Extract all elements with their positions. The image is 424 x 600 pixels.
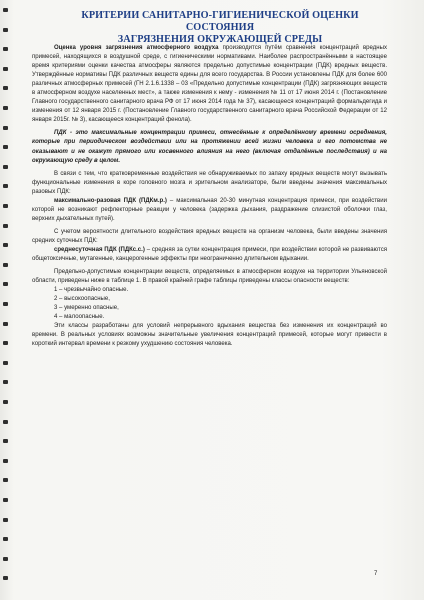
binding-hole <box>3 322 8 326</box>
binding-hole <box>3 576 8 580</box>
title-line-1: КРИТЕРИИ САНИТАРНО-ГИГИЕНИЧЕСКОЙ ОЦЕНКИ СОСТОЯНИЯ <box>81 10 359 33</box>
binding-hole <box>3 341 8 345</box>
pdk-definition: ПДК - это максимальные концентрации примеси, отнесённые к определённому времени осреднения, которые при периодическом воздействии или на протяжении всей жизни человека и его потомства не оказывают и не окажут прямого или косвенного влияния на него (включая отдалённые последствия) и на окружающую среду в целом. <box>32 130 387 164</box>
binding-hole <box>3 47 8 51</box>
term-pdk-mr: максимально-разовая ПДК (ПДКм.р.) <box>54 197 167 204</box>
binding-hole <box>3 8 8 12</box>
title-line-2: ЗАГРЯЗНЕНИЯ ОКРУЖАЮЩЕЙ СРЕДЫ <box>117 34 323 45</box>
term-pdk-ss: среднесуточная ПДК (ПДКс.с.) <box>54 246 145 253</box>
paragraph-pdk-ss <box>32 246 387 264</box>
page-number: 7 <box>374 571 378 577</box>
binding-hole <box>3 243 8 247</box>
definition-pdk-mr: – максимальная 20-30 минутная концентрация примеси, при воздействии которой не возникают рефлекторные реакции у человека (задержка дыхания, раздражение слизистой оболочки глаз, верхних дыхательных путей). <box>32 197 387 222</box>
definition-pdk-ss: – средняя за сутки концентрация примеси, при воздействии которой не развиваются общетоксичные, мутагенные, канцерогенные эффекты при неограниченно длительном вдыхании. <box>32 246 387 263</box>
binding-hole <box>3 498 8 502</box>
binding-hole <box>3 282 8 286</box>
binding-hole <box>3 380 8 384</box>
binding-hole <box>3 106 8 110</box>
binding-hole <box>3 537 8 541</box>
binding-hole <box>3 204 8 208</box>
binding-hole <box>3 263 8 267</box>
paragraph-text: производится путём сравнения концентраций вредных примесей, находящихся в воздушной среде, с гигиеническими нормативами. Наиболее распространёнными в настоящее время критериями оценки качества атмосферы являются предельно допустимые концентрации (ПДК) вредных веществ. Утверждённые нормативы ПДК различных веществ едины для всего государства. В России установлены ПДК для более 600 различных атмосферных примесей (ГН 2.1.6.1338 – 03 «Предельно допустимые концентрации (ПДК) загрязняющих веществ в атмосферном воздухе населенных мест», а также изменения к нему - изменения № 11 от 17 июня 2014 г. (Постановление Главного государственного санитарного врача РФ от 17 июня 2014 года № 37), касающееся концентраций формальдегида и изменения от 12 января 2015 г. (Постановление Главного государственного санитарного врача Российской Федерации от 12 января 2015г. № 3), касающееся концентраций фенола). <box>32 45 387 124</box>
page-title <box>70 10 370 46</box>
binding-hole <box>3 459 8 463</box>
paragraph-table-ref: Предельно-допустимые концентрации веществ, определяемых в атмосферном воздухе на территории Ульяновской области, приведены ниже в таблице 1. В правой крайней графе таблицы приведены классы опасности веществ: <box>32 269 387 285</box>
binding-hole <box>3 420 8 424</box>
binding-hole <box>3 439 8 443</box>
binding-hole <box>3 224 8 228</box>
list-item: 2 – высокоопасные, <box>54 296 110 303</box>
binding-hole <box>3 400 8 404</box>
list-item: 4 – малоопасные. <box>54 314 105 321</box>
document-body <box>32 44 387 350</box>
list-item: 1 – чрезвычайно опасные. <box>54 287 129 294</box>
paragraph-conditions: Эти классы разработаны для условий непрерывного вдыхания вещества без изменения их концентраций во времени. В реальных условиях возможны значительные увеличения концентраций примесей, которые могут привести в короткий интервал времени к резкому ухудшению состояния человека. <box>32 323 387 348</box>
binding-hole <box>3 302 8 306</box>
binding-holes <box>1 0 10 600</box>
binding-hole <box>3 126 8 130</box>
binding-hole <box>3 67 8 71</box>
paragraph-lead-bold: Оценка уровня загрязнения атмосферного воздуха <box>54 45 219 51</box>
paragraph-pdk-mr <box>32 197 387 224</box>
binding-hole <box>3 361 8 365</box>
paragraph-daily: С учетом вероятности длительного воздействия вредных веществ на организм человека, были введены значения средних суточных ПДК: <box>32 228 387 244</box>
paragraph-air-pollution <box>32 44 387 125</box>
hazard-classes-list <box>32 286 387 322</box>
binding-hole <box>3 184 8 188</box>
list-item: 3 – умеренно опасные, <box>54 305 119 312</box>
binding-hole <box>3 478 8 482</box>
binding-hole <box>3 28 8 32</box>
paragraph-max-single: В связи с тем, что кратковременные воздействия не обнаруживаемых по запаху вредных веществ могут вызывать функциональные изменения в коре головного мозга и зрительном анализаторе, были введены значения максимальных разовых ПДК: <box>32 170 387 195</box>
binding-hole <box>3 518 8 522</box>
binding-hole <box>3 145 8 149</box>
binding-hole <box>3 86 8 90</box>
binding-hole <box>3 165 8 169</box>
binding-hole <box>3 557 8 561</box>
